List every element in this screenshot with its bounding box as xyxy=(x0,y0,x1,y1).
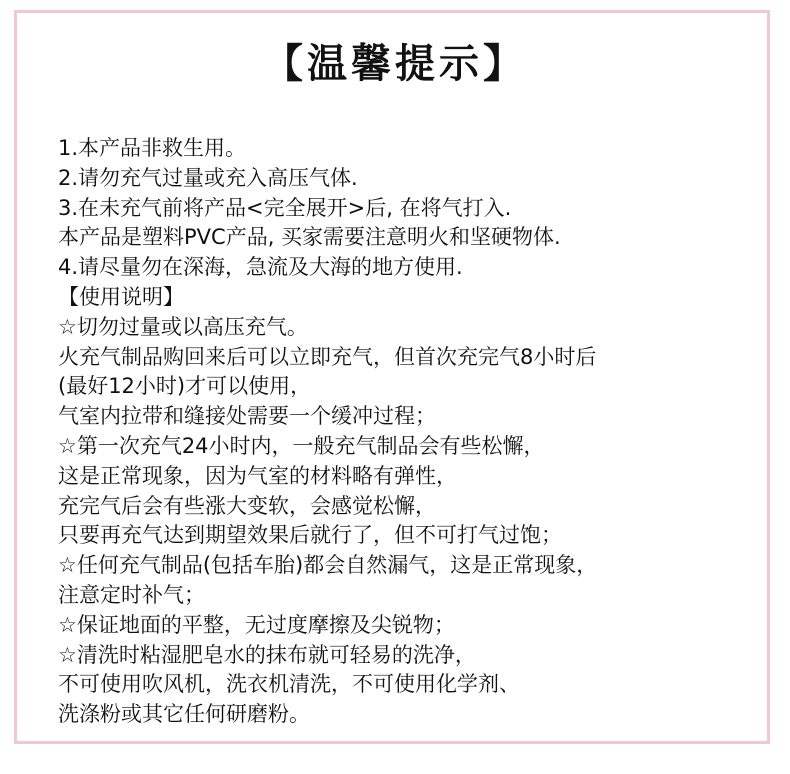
notice-line: 1.本产品非救生用。 xyxy=(58,136,247,160)
usage-line: 充完气后会有些涨大变软，会感觉松懈， xyxy=(58,493,436,518)
usage-line: ☆第一次充气24小时内，一般充气制品会有些松懈， xyxy=(58,433,545,458)
usage-line: ☆清洗时粘湿肥皂水的抹布就可轻易的洗净， xyxy=(58,642,476,667)
usage-line: 气室内拉带和缝接处需要一个缓冲过程； xyxy=(58,404,436,429)
notice-line: 4.请尽量勿在深海，急流及大海的地方使用. xyxy=(58,255,463,280)
usage-line: ☆切勿过量或以高压充气。 xyxy=(58,314,308,339)
usage-line: (最好12小时)才可以使用， xyxy=(58,374,312,399)
notice-line: 3.在未充气前将产品<完全展开>后, 在将气打入. xyxy=(58,195,512,220)
usage-line: 洗涤粉或其它任何研磨粉。 xyxy=(58,702,310,727)
notice-line: 本产品是塑料PVC产品, 买家需要注意明火和坚硬物体. xyxy=(58,225,561,250)
page-title: 【温馨提示】 xyxy=(263,41,527,87)
usage-line: 火充气制品购回来后可以立即充气，但首次充完气8小时后 xyxy=(58,344,597,369)
usage-line: 只要再充气达到期望效果后就行了，但不可打气过饱； xyxy=(58,523,562,548)
notice-line: 2.请勿充气过量或充入高压气体. xyxy=(58,165,358,190)
usage-line: ☆保证地面的平整，无过度摩擦及尖锐物； xyxy=(58,612,455,637)
usage-line: ☆任何充气制品(包括车胎)都会自然漏气，这是正常现象， xyxy=(58,553,598,578)
usage-heading: 【使用说明】 xyxy=(58,284,184,309)
usage-line: 注意定时补气； xyxy=(58,582,205,607)
usage-line: 这是正常现象，因为气室的材料略有弹性， xyxy=(58,463,457,488)
usage-line: 不可使用吹风机，洗衣机清洗，不可使用化学剂、 xyxy=(58,672,520,697)
notice-content xyxy=(58,134,758,730)
